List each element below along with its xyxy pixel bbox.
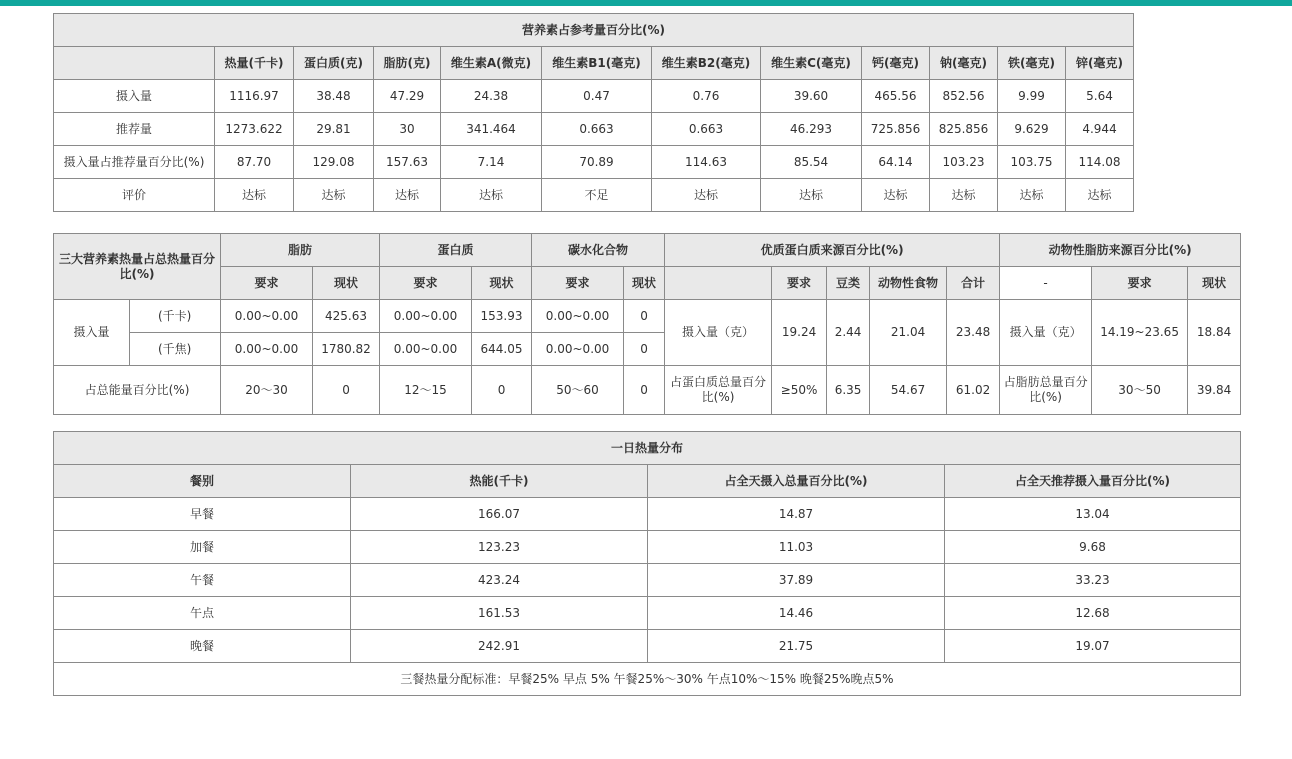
table-cell: 13.04 [945, 498, 1241, 531]
row-label: 推荐量 [54, 113, 215, 146]
sub-header: 现状 [313, 267, 380, 300]
header-row [54, 465, 1241, 498]
table-cell: 14.19~23.65 [1092, 300, 1188, 366]
table-row [54, 531, 1241, 564]
table-cell: 29.81 [294, 113, 374, 146]
table-title: 一日热量分布 [54, 432, 1241, 465]
row-label: 早餐 [54, 498, 351, 531]
column-header: 占全天推荐摄入量百分比(%) [945, 465, 1241, 498]
table-row [54, 597, 1241, 630]
table-cell: 达标 [441, 179, 542, 212]
table-cell: 103.75 [998, 146, 1066, 179]
table-cell: 161.53 [351, 597, 648, 630]
row-label: 评价 [54, 179, 215, 212]
table-cell: 4.944 [1066, 113, 1134, 146]
table-cell: 19.24 [772, 300, 827, 366]
table-cell: 30～50 [1092, 366, 1188, 415]
table-cell: 0.00~0.00 [532, 300, 624, 333]
table-row [54, 498, 1241, 531]
table-title-row [54, 432, 1241, 465]
row-label: 午餐 [54, 564, 351, 597]
row-label: 午点 [54, 597, 351, 630]
table-cell: 12.68 [945, 597, 1241, 630]
table-row [54, 146, 1134, 179]
table-row [54, 366, 1241, 415]
table-cell: 46.293 [761, 113, 862, 146]
row-label: 摄入量 [54, 80, 215, 113]
table-cell: 占脂肪总量百分比(%) [1000, 366, 1092, 415]
sub-header: 现状 [1188, 267, 1241, 300]
table-cell: 达标 [652, 179, 761, 212]
column-header: 维生素C(毫克) [761, 47, 862, 80]
table-cell: 37.89 [648, 564, 945, 597]
group-header-animal-fat: 动物性脂肪来源百分比(%) [1000, 234, 1241, 267]
table-cell: 11.03 [648, 531, 945, 564]
table-row [54, 300, 1241, 333]
column-header: 热能(千卡) [351, 465, 648, 498]
column-header: 维生素B1(毫克) [542, 47, 652, 80]
table-cell: 18.84 [1188, 300, 1241, 366]
sub-header: 动物性食物 [870, 267, 947, 300]
table-cell: 114.08 [1066, 146, 1134, 179]
table-cell: 21.75 [648, 630, 945, 663]
table-cell: 占蛋白质总量百分比(%) [665, 366, 772, 415]
column-header: 钠(毫克) [930, 47, 998, 80]
table-cell: 153.93 [472, 300, 532, 333]
table-cell: 19.07 [945, 630, 1241, 663]
table-cell: 14.87 [648, 498, 945, 531]
table-cell: 不足 [542, 179, 652, 212]
table-cell: 6.35 [827, 366, 870, 415]
table-cell: 达标 [1066, 179, 1134, 212]
table-cell: 达标 [761, 179, 862, 212]
table-cell: 103.23 [930, 146, 998, 179]
group-header-row [54, 234, 1241, 267]
group-header-protein: 蛋白质 [380, 234, 532, 267]
table-cell: 70.89 [542, 146, 652, 179]
sub-header: - [1000, 267, 1092, 300]
row-label-intake: 摄入量 [54, 300, 130, 366]
table-cell: 12～15 [380, 366, 472, 415]
table-cell: 0.00~0.00 [221, 300, 313, 333]
table-cell: 9.99 [998, 80, 1066, 113]
row-label-percent: 占总能量百分比(%) [54, 366, 221, 415]
table-cell: ≥50% [772, 366, 827, 415]
table-cell: 20～30 [221, 366, 313, 415]
table-cell: 725.856 [862, 113, 930, 146]
header-row [54, 47, 1134, 80]
group-header-fat: 脂肪 [221, 234, 380, 267]
column-header: 餐别 [54, 465, 351, 498]
table-row [54, 113, 1134, 146]
sub-header: 要求 [221, 267, 313, 300]
sub-header: 现状 [624, 267, 665, 300]
table-cell: 38.48 [294, 80, 374, 113]
table-cell: 644.05 [472, 333, 532, 366]
table-cell: 达标 [374, 179, 441, 212]
table-cell: 30 [374, 113, 441, 146]
daily-energy-distribution-table [53, 431, 1241, 696]
table-cell: 0.00~0.00 [380, 333, 472, 366]
table-cell: 61.02 [947, 366, 1000, 415]
table-cell: 2.44 [827, 300, 870, 366]
table-cell: 0.00~0.00 [221, 333, 313, 366]
group-header-quality-protein: 优质蛋白质来源百分比(%) [665, 234, 1000, 267]
table-cell: 0.663 [652, 113, 761, 146]
row-label: 晚餐 [54, 630, 351, 663]
table-cell: 达标 [215, 179, 294, 212]
top-accent-bar [0, 0, 1292, 6]
column-header: 维生素B2(毫克) [652, 47, 761, 80]
sub-header: 要求 [380, 267, 472, 300]
table-cell: 24.38 [441, 80, 542, 113]
table-cell: 0 [624, 333, 665, 366]
table-title: 营养素占参考量百分比(%) [54, 14, 1134, 47]
table-cell: 0.00~0.00 [532, 333, 624, 366]
unit-label-kcal: (千卡) [130, 300, 221, 333]
table-cell: 9.68 [945, 531, 1241, 564]
table-cell: 54.67 [870, 366, 947, 415]
table-cell: 123.23 [351, 531, 648, 564]
table-cell: 7.14 [441, 146, 542, 179]
distribution-standard-note: 三餐热量分配标准：早餐25% 早点 5% 午餐25%～30% 午点10%～15% 晚餐25%晚点5% [54, 663, 1241, 696]
table-cell: 114.63 [652, 146, 761, 179]
row-label: 摄入量占推荐量百分比(%) [54, 146, 215, 179]
table-cell: 0 [624, 366, 665, 415]
table-cell: 0.663 [542, 113, 652, 146]
sub-header [665, 267, 772, 300]
sub-header: 要求 [772, 267, 827, 300]
table-cell: 0 [313, 366, 380, 415]
table-cell: 50～60 [532, 366, 624, 415]
table-cell: 9.629 [998, 113, 1066, 146]
table-cell: 0.76 [652, 80, 761, 113]
table-cell: 423.24 [351, 564, 648, 597]
table-cell: 21.04 [870, 300, 947, 366]
column-header: 热量(千卡) [215, 47, 294, 80]
nutrient-reference-table [53, 13, 1134, 212]
column-header: 蛋白质(克) [294, 47, 374, 80]
sub-header: 要求 [1092, 267, 1188, 300]
column-header: 脂肪(克) [374, 47, 441, 80]
column-header: 维生素A(微克) [441, 47, 542, 80]
table-row [54, 80, 1134, 113]
unit-label-kj: (千焦) [130, 333, 221, 366]
table-cell: 达标 [862, 179, 930, 212]
table-cell: 23.48 [947, 300, 1000, 366]
table-body [54, 80, 1134, 212]
table-cell: 达标 [998, 179, 1066, 212]
table-cell: 852.56 [930, 80, 998, 113]
table-cell: 0 [624, 300, 665, 333]
sub-header-row [54, 267, 1241, 300]
table-cell: 摄入量（克） [665, 300, 772, 366]
table-cell: 0 [472, 366, 532, 415]
table-cell: 242.91 [351, 630, 648, 663]
table-cell: 达标 [930, 179, 998, 212]
table-cell: 33.23 [945, 564, 1241, 597]
sub-header: 豆类 [827, 267, 870, 300]
table-cell: 425.63 [313, 300, 380, 333]
corner-header: 三大营养素热量占总热量百分比(%) [54, 234, 221, 300]
table-cell: 1273.622 [215, 113, 294, 146]
table-body [54, 498, 1241, 663]
column-header [54, 47, 215, 80]
table-cell: 摄入量（克） [1000, 300, 1092, 366]
table-cell: 64.14 [862, 146, 930, 179]
table-cell: 39.84 [1188, 366, 1241, 415]
table-cell: 157.63 [374, 146, 441, 179]
table-cell: 1116.97 [215, 80, 294, 113]
note-row [54, 663, 1241, 696]
table-row [54, 564, 1241, 597]
table-cell: 0.00~0.00 [380, 300, 472, 333]
table-row [54, 630, 1241, 663]
sub-header: 现状 [472, 267, 532, 300]
column-header: 锌(毫克) [1066, 47, 1134, 80]
group-header-carb: 碳水化合物 [532, 234, 665, 267]
macronutrient-energy-table [53, 233, 1241, 415]
table-cell: 47.29 [374, 80, 441, 113]
table-cell: 14.46 [648, 597, 945, 630]
row-label: 加餐 [54, 531, 351, 564]
table-cell: 87.70 [215, 146, 294, 179]
table-title-row [54, 14, 1134, 47]
table-cell: 465.56 [862, 80, 930, 113]
sub-header: 要求 [532, 267, 624, 300]
table-row [54, 179, 1134, 212]
table-cell: 达标 [294, 179, 374, 212]
table-cell: 39.60 [761, 80, 862, 113]
table-cell: 85.54 [761, 146, 862, 179]
sub-header: 合计 [947, 267, 1000, 300]
table-cell: 166.07 [351, 498, 648, 531]
column-header: 铁(毫克) [998, 47, 1066, 80]
table-cell: 129.08 [294, 146, 374, 179]
column-header: 占全天摄入总量百分比(%) [648, 465, 945, 498]
table-cell: 5.64 [1066, 80, 1134, 113]
column-header: 钙(毫克) [862, 47, 930, 80]
table-cell: 1780.82 [313, 333, 380, 366]
table-cell: 341.464 [441, 113, 542, 146]
table-cell: 825.856 [930, 113, 998, 146]
table-cell: 0.47 [542, 80, 652, 113]
